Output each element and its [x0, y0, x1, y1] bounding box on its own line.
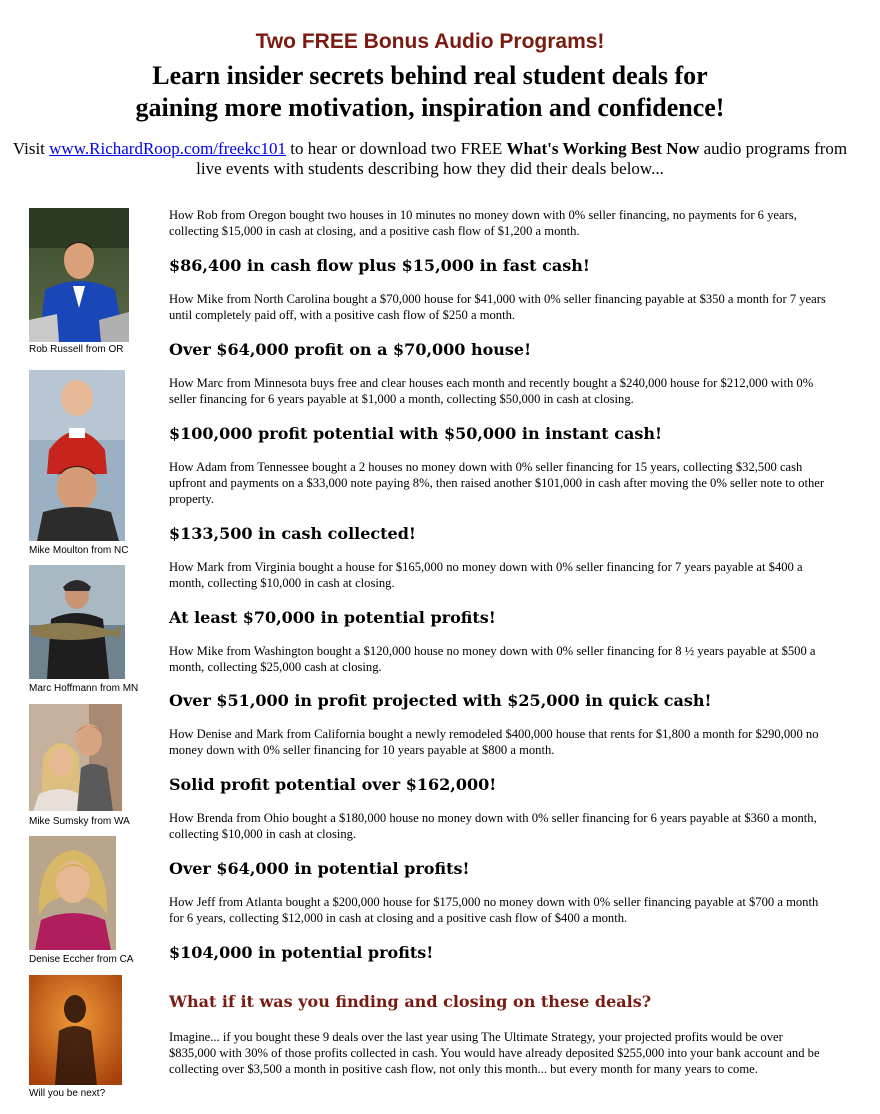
- headline-line-1: Learn insider secrets behind real student deals for: [152, 61, 708, 90]
- deal-description: How Mike from Washington bought a $120,000 house no money down with 0% seller financing for 8 ½ years payable at $500 a month, collecting $25,000 cash at closing.: [169, 644, 816, 674]
- closing-paragraph: Imagine... if you bought these 9 deals over the last year using The Ultimate Strategy, your projected profits would be over $835,000 with 30% of those profits collected in cash. You would have already deposited $255,000 into your bank account and be collecting over $3,500 a month in positive cash flow, not only this month... but every month for many years to come.: [169, 1030, 820, 1076]
- photo-caption: Mike Moulton from NC: [29, 545, 129, 556]
- deal-description: How Brenda from Ohio bought a $180,000 house no money down with 0% seller financing for 6 years payable at $360 a month, collecting $10,000 in cash at closing.: [169, 811, 817, 841]
- deal-result: $104,000 in potential profits!: [169, 943, 434, 962]
- deal-result: Over $64,000 in potential profits!: [169, 859, 470, 878]
- photo-caption: Mike Sumsky from WA: [29, 816, 130, 827]
- couple-photo: [29, 704, 122, 811]
- deal-description: How Rob from Oregon bought two houses in 10 minutes no money down with 0% seller financing, no payments for 6 years, collecting $15,000 in cash at closing, and a positive cash flow of $1,200 a month.: [169, 208, 797, 238]
- deal-result: $86,400 in cash flow plus $15,000 in fast cash!: [169, 256, 590, 275]
- intro-program-name: What's Working Best Now: [506, 139, 700, 158]
- deal-result: Solid profit potential over $162,000!: [169, 775, 497, 794]
- deal-description: How Adam from Tennessee bought a 2 houses no money down with 0% seller financing for 15 years, collecting $32,500 cash upfront and payments on a $33,000 note paying 8%, then raised another $101,000 in cash after moving the 0% seller note to other property.: [169, 460, 825, 506]
- man-with-child-photo: [29, 370, 125, 541]
- photo-caption: Rob Russell from OR: [29, 344, 124, 355]
- photo-caption: Denise Eccher from CA: [29, 954, 134, 965]
- deal-result: $100,000 profit potential with $50,000 in instant cash!: [169, 424, 663, 443]
- freekc-link[interactable]: www.RichardRoop.com/freekc101: [49, 139, 286, 158]
- silhouette-photo: [29, 975, 122, 1085]
- blonde-woman-photo: [29, 836, 116, 950]
- man-holding-fish-photo: [29, 565, 125, 679]
- deal-result: Over $51,000 in profit projected with $25,000 in quick cash!: [169, 691, 712, 710]
- intro-middle: to hear or download two FREE: [286, 139, 507, 158]
- deal-description: How Marc from Minnesota buys free and clear houses each month and recently bought a $240,000 house for $212,000 with 0% seller financing for 6 years payable at $1,000 a month, collecting $50,000 in cash at closing.: [169, 376, 814, 406]
- intro-suffix: audio programs from live events with students describing how they did their deals below...: [196, 139, 848, 178]
- photo-caption: Marc Hoffmann from MN: [29, 683, 139, 694]
- photo-caption: Will you be next?: [29, 1088, 106, 1099]
- intro-prefix: Visit: [12, 139, 50, 158]
- deal-description: How Mike from North Carolina bought a $70,000 house for $41,000 with 0% seller financing payable at $350 a month for 7 years until completely paid off, with a positive cash flow of $250 a month.: [169, 292, 826, 322]
- deal-result: At least $70,000 in potential profits!: [169, 608, 496, 627]
- headline-line-2: gaining more motivation, inspiration and confidence!: [135, 93, 725, 122]
- man-blue-jacket-photo: [29, 208, 129, 342]
- deal-description: How Jeff from Atlanta bought a $200,000 house for $175,000 no money down with 0% seller financing payable at $700 a month for 6 years, collecting $12,000 in cash at closing and a positive cash flow of $400 a month.: [169, 895, 819, 925]
- bonus-title: Two FREE Bonus Audio Programs!: [255, 30, 605, 53]
- deal-result: $133,500 in cash collected!: [169, 524, 416, 543]
- page-headline: [0, 60, 860, 124]
- intro-paragraph: [0, 139, 860, 179]
- deal-result: Over $64,000 profit on a $70,000 house!: [169, 340, 532, 359]
- deal-description: How Denise and Mark from California bought a newly remodeled $400,000 house that rents for $1,800 a month for $290,000 no money down with 0% seller financing for 10 years payable at $800 a month.: [169, 727, 819, 757]
- closing-question: What if it was you finding and closing on these deals?: [169, 992, 652, 1011]
- deal-description: How Mark from Virginia bought a house for $165,000 no money down with 0% seller financing for 7 years payable at $400 a month, collecting $10,000 in cash at closing.: [169, 560, 803, 590]
